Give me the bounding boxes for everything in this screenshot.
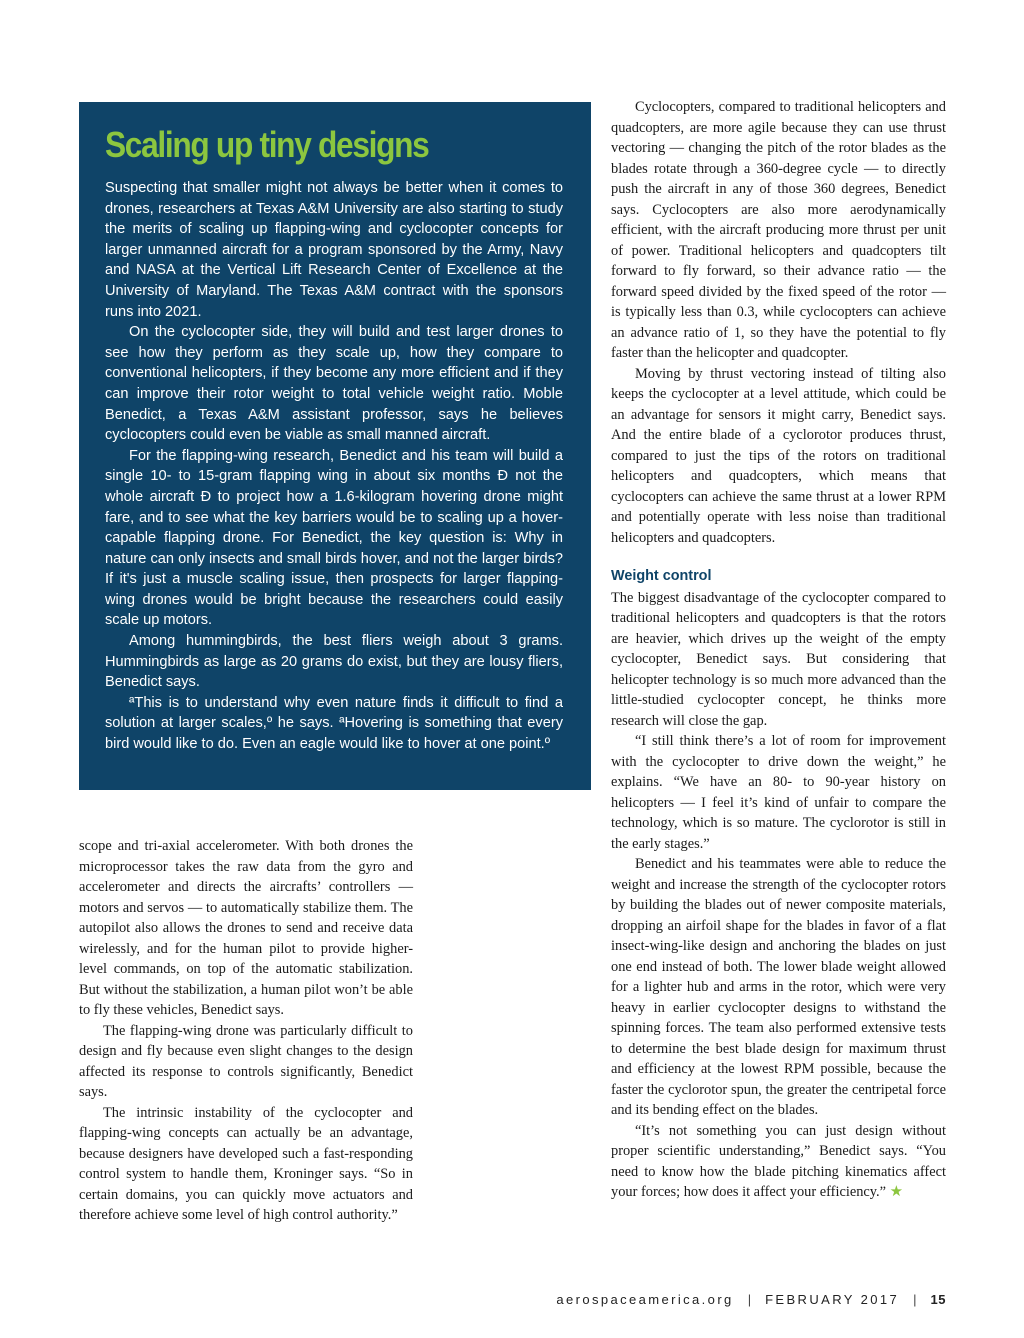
- footer-issue: FEBRUARY 2017: [765, 1291, 900, 1307]
- body-paragraph: The biggest disadvantage of the cyclocopter compared to traditional helicopters and quadcopters is that the rotors are heavier, which drives up the weight of the empty cyclocopter, Benedict says. But considering that helicopter technology is so much more advanced than the little-studied cyclocopter concept, he thinks more research will close the gap.: [611, 589, 946, 729]
- body-paragraph: The flapping-wing drone was particularly difficult to design and fly because even slight changes to the design affected its response to controls significantly, Benedict says.: [79, 1022, 413, 1100]
- body-paragraph: The intrinsic instability of the cyclocopter and flapping-wing concepts can actually be an advantage, because designers have developed such a fast-responding control system to handle them, Kroninger says. “So in certain domains, you can quickly move actuators and therefore achieve some level of high control authority.”: [79, 1104, 413, 1223]
- body-paragraph: Benedict and his teammates were able to reduce the weight and increase the strength of the cyclocopter rotors by building the blades out of newer composite materials, dropping an airfoil shape for the blades in favor of a flat insect-wing-like design and anchoring the blades on just one end instead of both. The lower blade weight allowed for a lighter hub and arms in the rotor, which were very heavy in earlier cyclocopter designs to withstand the spinning forces. The team also performed extensive tests to determine the best blade design for maximum thrust and efficiency at the lowest RPM possible, because the faster the cyclorotor spun, the greater the centripetal force and its bending effect on the blades.: [611, 856, 946, 1118]
- page-footer: [556, 1289, 946, 1309]
- left-column: [79, 836, 413, 1226]
- sidebar-paragraph: Among hummingbirds, the best fliers weigh about 3 grams. Hummingbirds as large as 20 grams do exist, but they are lousy fliers, Benedict says.: [105, 633, 563, 691]
- sidebar-paragraph: ªThis is to understand why even nature finds it difficult to find a solution at larger scales,º he says. ªHovering is something that every bird would like to do. Even an eagle would like to hover at one point.º: [105, 694, 563, 753]
- sidebar-paragraph: For the flapping-wing research, Benedict and his team will build a single 10- to 15-gram flapping wing in about six months Ð not the whole aircraft Ð to project how a 1.6-kilogram hovering drone might fare, and to see what the key barriers would be to scaling up a hover-capable flapping drone. For Benedict, the key question is: Why in nature can only insects and small birds hover, and not the larger birds? If it's just a muscle scaling issue, then prospects for larger flapping-wing drones would be bright because the researchers could easily scale up motors.: [105, 447, 563, 629]
- body-paragraph: scope and tri-axial accelerometer. With both drones the microprocessor takes the raw data from the gyro and accelerometer and directs the aircrafts’ controllers — motors and servos — to automatically stabilize them. The autopilot also allows the drones to send and receive data wirelessly, and for the human pilot to provide higher-level commands, on top of the automatic stabilization. But without the stabilization, a human pilot won’t be able to fly these vehicles, Benedict says.: [79, 838, 413, 1018]
- final-paragraph-text: “It’s not something you can just design without proper scientific understanding,” Benedict says. “You need to know how the blade pitching kinematics affect your forces; how does it affect your efficiency.”: [611, 1122, 946, 1200]
- body-paragraph: “I still think there’s a lot of room for improvement with the cyclocopter to drive down the weight,” he explains. “We have an 80- to 90-year history on helicopters — I feel it’s kind of unfair to compare the technology, which is so mature. The cyclorotor is still in the early stages.”: [611, 733, 946, 852]
- sidebar-title: Scaling up tiny designs: [105, 124, 429, 165]
- footer-separator: |: [913, 1291, 917, 1307]
- footer-site-link[interactable]: aerospaceamerica.org: [556, 1291, 734, 1307]
- star-icon: ★: [889, 1184, 904, 1200]
- body-paragraph: Moving by thrust vectoring instead of tilting also keeps the cyclocopter at a level attitude, which could be an advantage for sensors it might carry, Benedict says. And the entire blade of a cyclorotor produces thrust, compared to just the tips of the rotors on traditional helicopters and quadcopters, which means that cyclocopters can achieve the same thrust at a lower RPM and potentially operate with less noise than traditional helicopters and quadcopters.: [611, 365, 946, 546]
- footer-separator: |: [747, 1291, 752, 1307]
- sidebar-box: [79, 102, 591, 790]
- section-heading: Weight control: [611, 568, 712, 584]
- sidebar-paragraph: On the cyclocopter side, they will build and test larger drones to see how they perform as they scale up, how they compare to conventional helicopters, if they become any more efficient and if they can improve their rotor weight to total vehicle weight ratio. Moble Benedict, a Texas A&M assistant professor, says he believes cyclocopters could even be viable as small manned aircraft.: [105, 324, 563, 444]
- page-number: 15: [930, 1291, 946, 1307]
- right-column: [611, 97, 946, 1203]
- sidebar-paragraph: Suspecting that smaller might not always be better when it comes to drones, researchers at Texas A&M University are also starting to study the merits of scaling up flapping-wing and cyclocopter concepts for larger unmanned aircraft for a program sponsored by the Army, Navy and NASA at the Vertical Lift Research Center of Excellence at the University of Maryland. The Texas A&M contract with the sponsors runs into 2021.: [105, 180, 563, 320]
- body-paragraph: Cyclocopters, compared to traditional helicopters and quadcopters, are more agile because they can use thrust vectoring — changing the pitch of the rotor blades as the blades rotate through a 360-degree cycle — to directly push the aircraft in any of those 360 degrees, Benedict says. Cyclocopters are also more aerodynamically efficient, with the aircraft producing more thrust per unit of power. Traditional helicopters and quadcopters tilt forward to fly forward, so their advance ratio — the forward speed divided by the fixed speed of the rotor — is typically less than 0.3, while cyclocopters can achieve an advance ratio of 1, so they have the potential to fly faster than the helicopter and quadcopter.: [611, 99, 946, 361]
- body-paragraph-final: [611, 1121, 946, 1203]
